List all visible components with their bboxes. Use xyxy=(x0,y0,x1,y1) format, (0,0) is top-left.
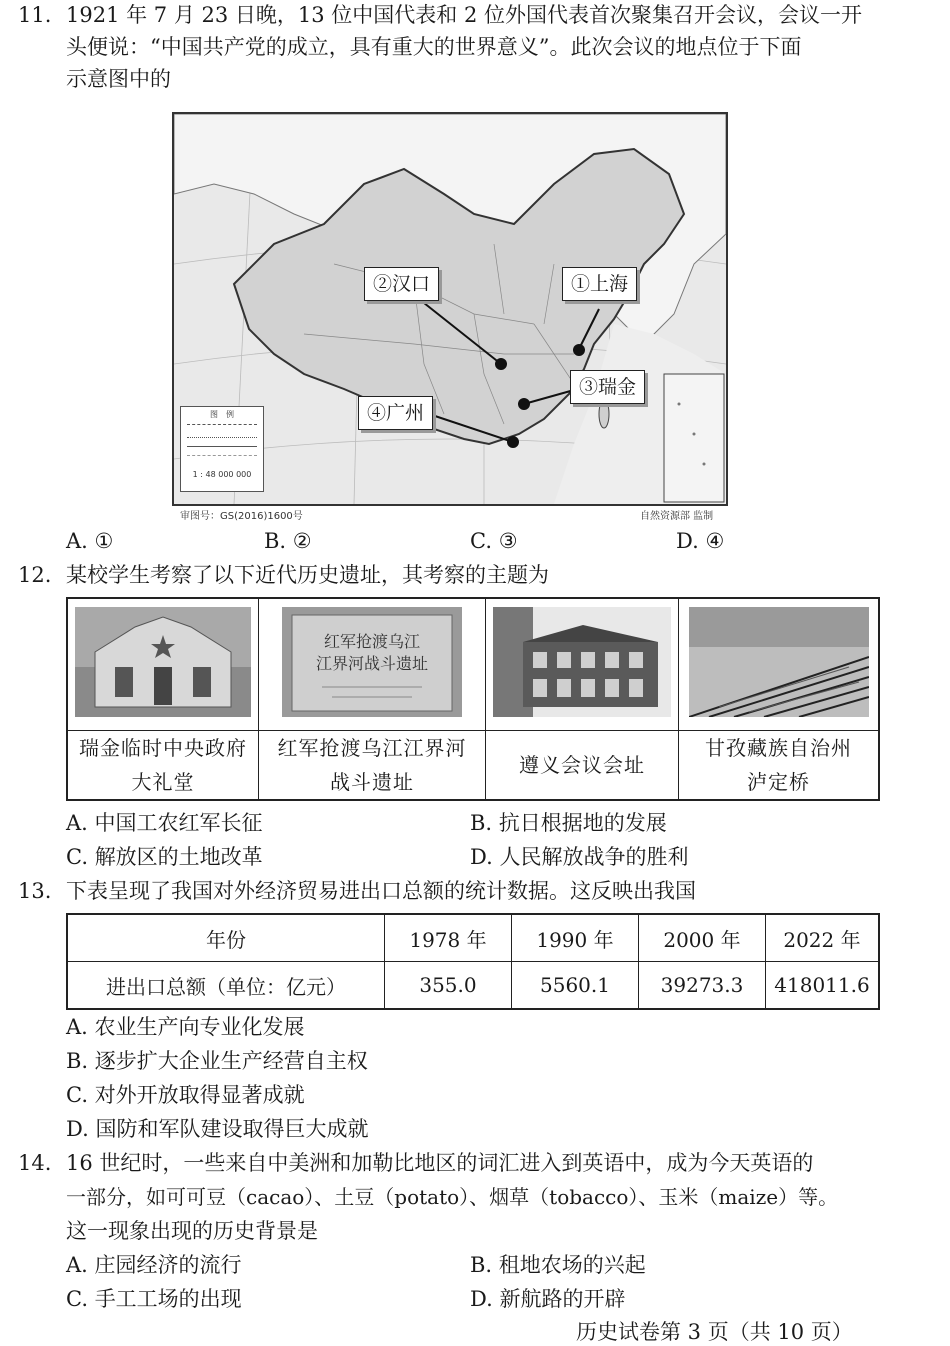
q14-option-c-text: 手工工场的出现 xyxy=(94,1287,242,1311)
q14-option-c[interactable] xyxy=(66,1284,242,1314)
table-header-row xyxy=(67,914,879,962)
q12-option-b[interactable] xyxy=(470,808,667,838)
photo-luding-bridge xyxy=(679,598,880,730)
map-review-number: 审图号：GS(2016)1600号 xyxy=(180,511,303,522)
site-2-line-1: 红军抢渡乌江江界河 xyxy=(277,735,467,760)
table-row xyxy=(67,962,879,1010)
q14-option-b-letter: B. xyxy=(470,1253,493,1277)
q13-option-a[interactable] xyxy=(66,1012,305,1042)
q11-option-c-letter: C. xyxy=(470,529,492,553)
label-ruijin: ③瑞金 xyxy=(570,370,645,404)
q11-option-d-text: ④ xyxy=(705,529,725,553)
page-footer: 历史试卷第 3 页（共 10 页） xyxy=(576,1320,853,1344)
map-scale: 1 : 48 000 000 xyxy=(192,470,252,479)
site-caption-2 xyxy=(259,730,486,800)
q12-stem: 某校学生考察了以下近代历史遗址，其考察的主题为 xyxy=(66,563,549,587)
table-cell: 355.0 xyxy=(385,962,512,1010)
q13-option-c[interactable] xyxy=(66,1080,305,1110)
q11-stem-line-3: 示意图中的 xyxy=(66,67,171,91)
q11-stem-line-1: 1921 年 7 月 23 日晚，13 位中国代表和 2 位外国代表首次聚集召开会议，会议一开 xyxy=(66,3,863,27)
q14-option-a-text: 庄园经济的流行 xyxy=(94,1253,242,1277)
q13-option-a-text: 农业生产向专业化发展 xyxy=(94,1015,305,1039)
guangzhou-dot xyxy=(507,436,519,448)
shanghai-dot xyxy=(573,344,585,356)
table-header-cell: 2022 年 xyxy=(766,914,880,962)
q12-option-c-text: 解放区的土地改革 xyxy=(94,845,263,869)
photo-luding-bridge-image xyxy=(689,607,869,717)
q11-option-a-letter: A. xyxy=(66,529,88,553)
photo-ruijin-hall xyxy=(67,598,259,730)
q11-option-a-text: ① xyxy=(94,529,114,553)
label-hankou: ②汉口 xyxy=(364,267,439,301)
site-caption-4 xyxy=(679,730,880,800)
ruijin-dot xyxy=(518,398,530,410)
q13-option-a-letter: A. xyxy=(66,1015,88,1039)
q12-option-b-letter: B. xyxy=(470,811,493,835)
q14-option-a-letter: A. xyxy=(66,1253,88,1277)
q13-option-d[interactable] xyxy=(66,1114,368,1144)
legend-title: 图 例 xyxy=(210,410,234,419)
table-header-cell: 1990 年 xyxy=(512,914,639,962)
china-map xyxy=(172,112,728,506)
q13-option-d-letter: D. xyxy=(66,1117,89,1141)
q13-stem: 下表呈现了我国对外经济贸易进出口总额的统计数据。这反映出我国 xyxy=(66,879,696,903)
q11-option-b-letter: B. xyxy=(264,529,287,553)
q14-option-c-letter: C. xyxy=(66,1287,88,1311)
table-cell: 39273.3 xyxy=(639,962,766,1010)
q12-option-d-text: 人民解放战争的胜利 xyxy=(499,845,689,869)
site-caption-3 xyxy=(486,730,679,800)
photo-ruijin-hall-image xyxy=(75,607,251,717)
table-header-cell: 年份 xyxy=(67,914,385,962)
question-number-13: 13. xyxy=(18,879,52,903)
historic-sites-table xyxy=(66,597,880,801)
q11-option-d[interactable] xyxy=(676,526,724,556)
q12-option-d[interactable] xyxy=(470,842,688,872)
map-supervisor: 自然资源部 监制 xyxy=(640,511,714,522)
q12-option-a[interactable] xyxy=(66,808,263,838)
q13-option-b-text: 逐步扩大企业生产经营自主权 xyxy=(94,1049,368,1073)
q14-stem-line-3: 这一现象出现的历史背景是 xyxy=(66,1219,318,1243)
q12-option-a-letter: A. xyxy=(66,811,88,835)
q11-option-a[interactable] xyxy=(66,526,113,556)
label-shanghai: ①上海 xyxy=(562,267,637,301)
hankou-dot xyxy=(495,358,507,370)
q11-option-c[interactable] xyxy=(470,526,518,556)
q11-option-d-letter: D. xyxy=(676,529,699,553)
site-1-line-1: 瑞金临时中央政府 xyxy=(79,735,247,760)
photo-wujiang-stele xyxy=(259,598,486,730)
site-3-line-1: 遵义会议会址 xyxy=(519,752,645,777)
photo-zunyi-site-image xyxy=(493,607,671,717)
question-number-12: 12. xyxy=(18,563,52,587)
q12-option-a-text: 中国工农红军长征 xyxy=(94,811,263,835)
stele-text-line-1: 红军抢渡乌江 xyxy=(323,632,421,652)
site-4-line-2: 泸定桥 xyxy=(747,769,810,794)
q13-option-b-letter: B. xyxy=(66,1049,89,1073)
q14-option-a[interactable] xyxy=(66,1250,242,1280)
question-number-11: 11. xyxy=(18,3,52,27)
table-header-cell: 2000 年 xyxy=(639,914,766,962)
table-header-cell: 1978 年 xyxy=(385,914,512,962)
photo-wujiang-stele-image xyxy=(282,607,462,717)
q13-option-c-letter: C. xyxy=(66,1083,88,1107)
site-caption-1 xyxy=(67,730,259,800)
q13-option-c-text: 对外开放取得显著成就 xyxy=(94,1083,305,1107)
q14-option-d-text: 新航路的开辟 xyxy=(499,1287,626,1311)
table-cell: 进出口总额（单位：亿元） xyxy=(67,962,385,1010)
q11-option-b[interactable] xyxy=(264,526,312,556)
photo-zunyi-site xyxy=(486,598,679,730)
question-number-14: 14. xyxy=(18,1151,52,1175)
map-legend xyxy=(180,406,264,492)
table-cell: 418011.6 xyxy=(766,962,880,1010)
q14-option-d[interactable] xyxy=(470,1284,625,1314)
q14-stem-line-1: 16 世纪时，一些来自中美洲和加勒比地区的词汇进入到英语中，成为今天英语的 xyxy=(66,1151,814,1175)
q14-stem-line-2: 一部分，如可可豆（cacao）、土豆（potato）、烟草（tobacco）、玉米（maize）等。 xyxy=(66,1185,839,1209)
q14-option-b-text: 租地农场的兴起 xyxy=(498,1253,646,1277)
site-4-line-1: 甘孜藏族自治州 xyxy=(705,735,852,760)
q11-stem-line-2: 头便说：“中国共产党的成立，具有重大的世界意义”。此次会议的地点位于下面 xyxy=(66,35,802,59)
q12-option-b-text: 抗日根据地的发展 xyxy=(498,811,667,835)
site-1-line-2: 大礼堂 xyxy=(131,769,195,794)
table-cell: 5560.1 xyxy=(512,962,639,1010)
q11-option-c-text: ③ xyxy=(498,529,518,553)
q12-option-c[interactable] xyxy=(66,842,263,872)
q11-option-b-text: ② xyxy=(292,529,312,553)
q14-option-b[interactable] xyxy=(470,1250,646,1280)
q14-option-d-letter: D. xyxy=(470,1287,493,1311)
stele-text-line-2: 江界河战斗遗址 xyxy=(315,654,429,674)
q13-option-b[interactable] xyxy=(66,1046,368,1076)
trade-data-table xyxy=(66,913,880,1010)
q13-option-d-text: 国防和军队建设取得巨大成就 xyxy=(95,1117,369,1141)
q12-option-c-letter: C. xyxy=(66,845,88,869)
q12-option-d-letter: D. xyxy=(470,845,493,869)
label-guangzhou: ④广州 xyxy=(358,396,433,430)
site-2-line-2: 战斗遗址 xyxy=(330,769,414,794)
